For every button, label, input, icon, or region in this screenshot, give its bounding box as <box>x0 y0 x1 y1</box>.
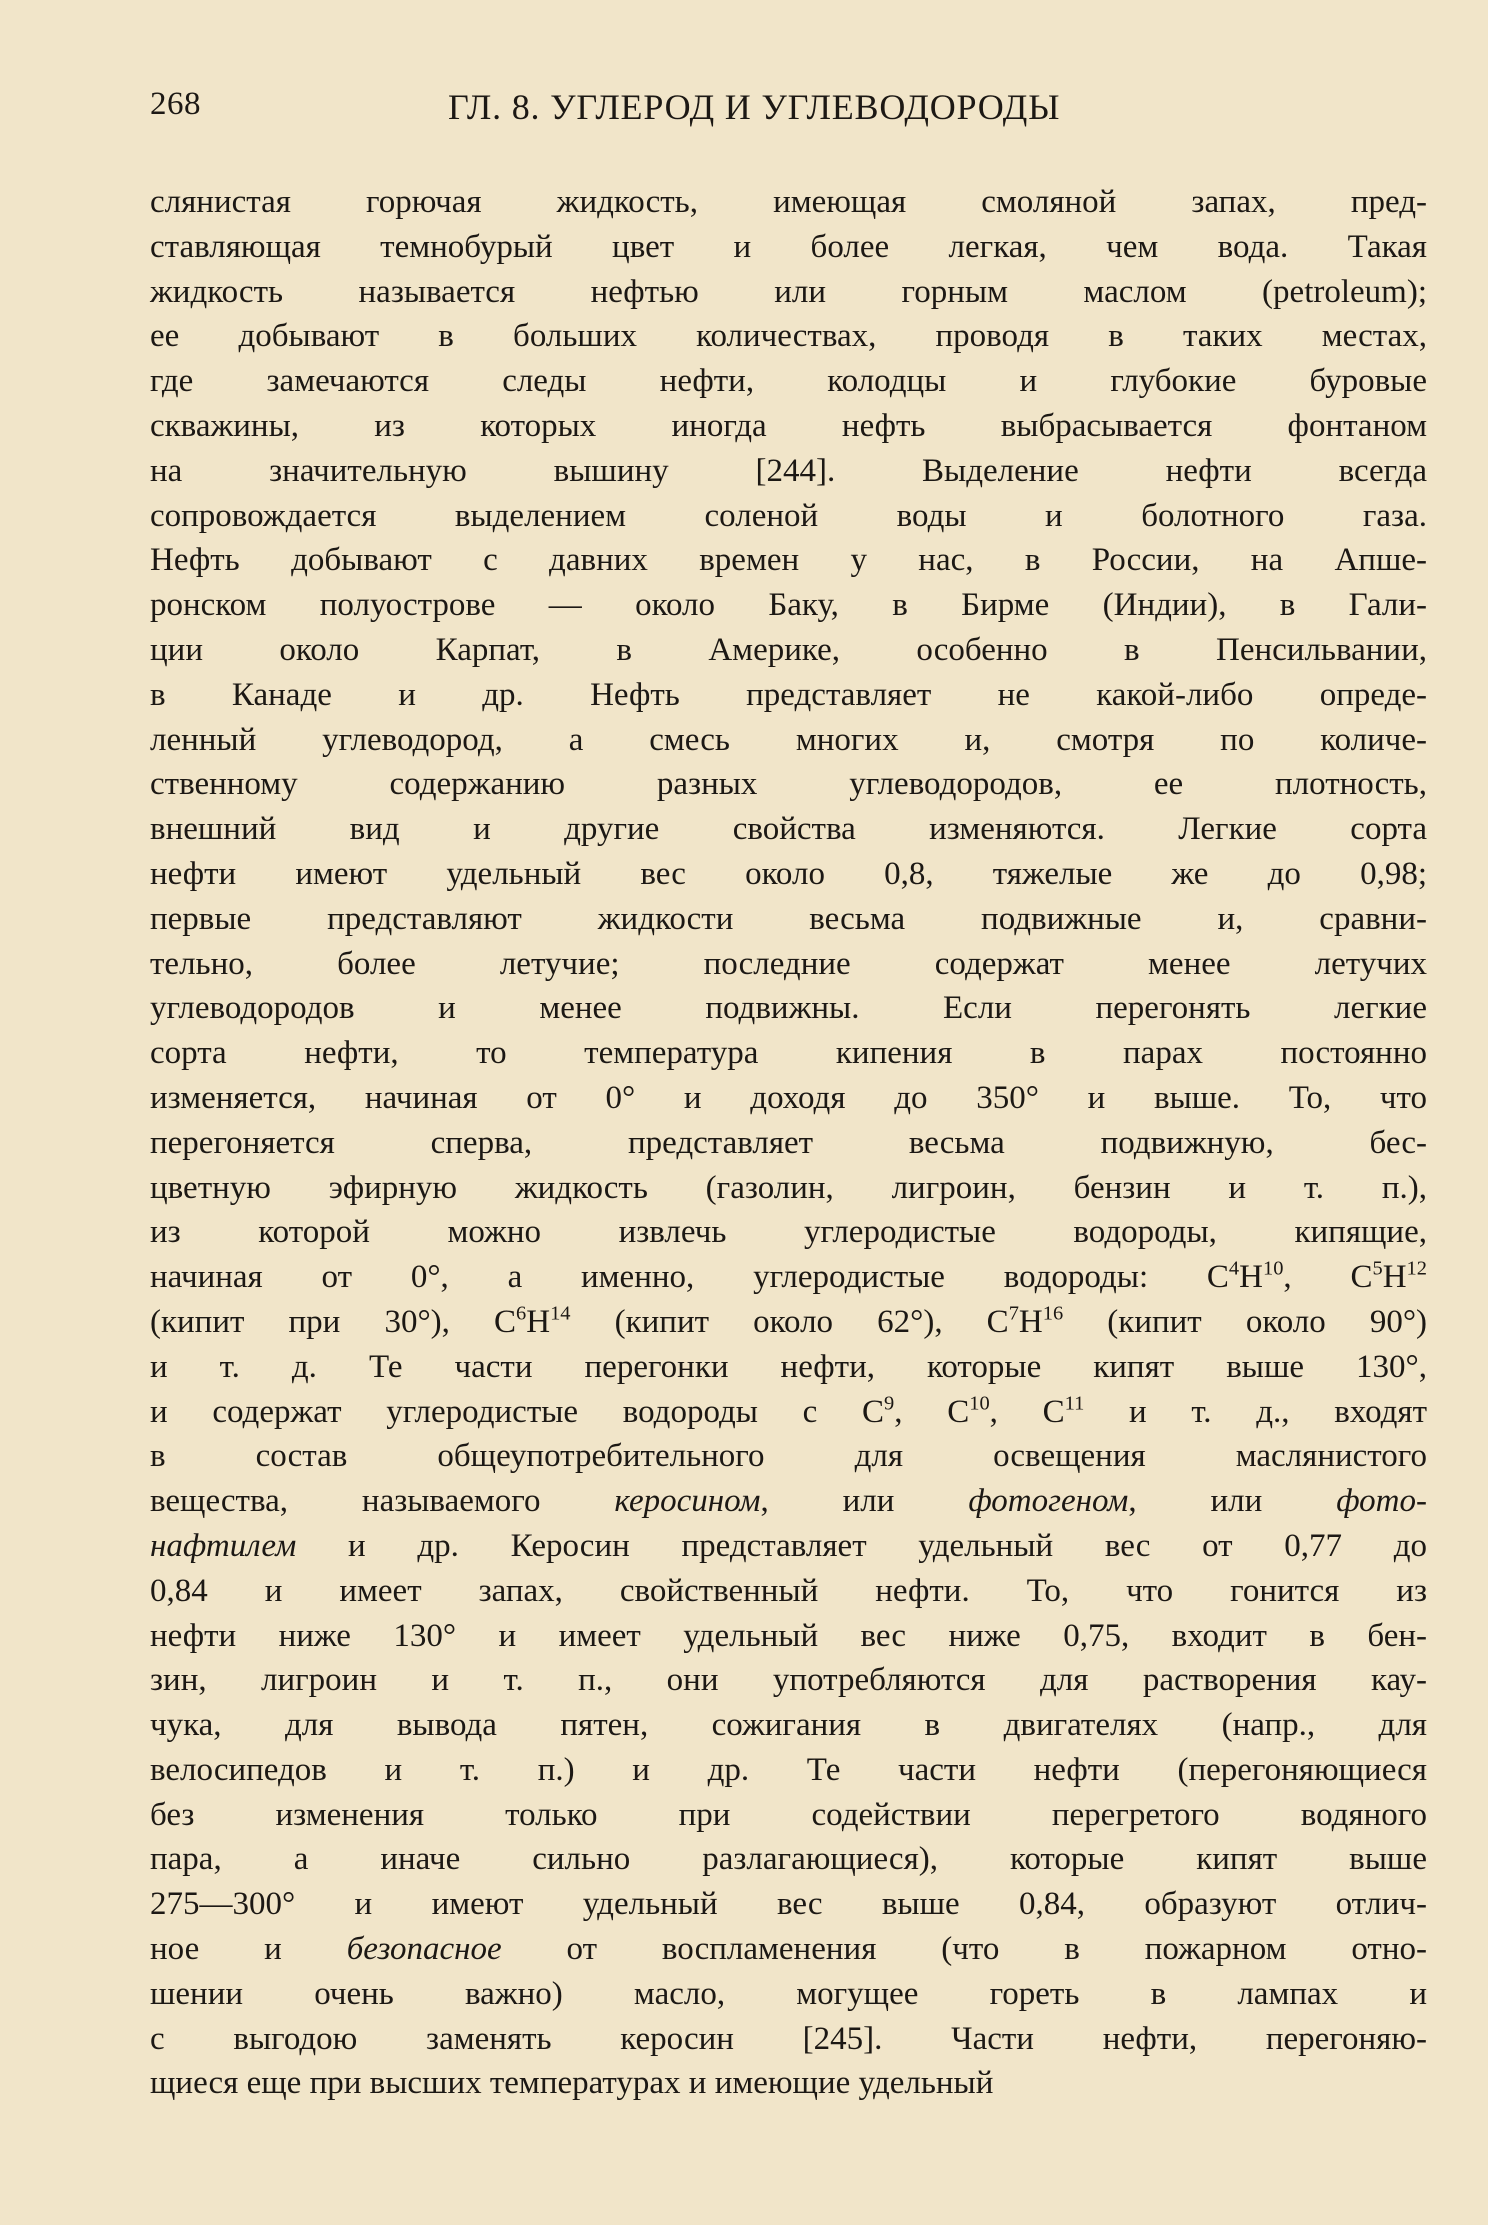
superscript: 5 <box>1372 1257 1383 1280</box>
text-line <box>150 1882 1427 1927</box>
text-line <box>150 1569 1427 1614</box>
superscript: 14 <box>550 1302 571 1325</box>
text-run: и т. д. Те части перегонки нефти, которые кипят выше 130°, <box>150 1348 1427 1385</box>
text-run: перегоняется сперва, представляет весьма подвижную, бес- <box>150 1124 1427 1161</box>
text-run: шении очень важно) масло, могущее гореть в лампах и <box>150 1975 1427 2012</box>
text-run: нефти ниже 130° и имеет удельный вес ниже 0,75, входит в бен- <box>150 1617 1427 1654</box>
text-run: скважины, из которых иногда нефть выбрасывается фонтаном <box>150 407 1427 444</box>
text-run: чука, для вывода пятен, сожигания в двигателях (напр., для <box>150 1707 1427 1744</box>
text-run: начиная от 0°, а именно, углеродистые водороды: C <box>150 1259 1229 1296</box>
text-line <box>150 1031 1427 1076</box>
text-run: (кипит около 90°) <box>1063 1303 1428 1340</box>
text-line <box>150 1927 1427 1972</box>
superscript: 10 <box>969 1391 990 1414</box>
text-run: зин, лигроин и т. п., они употребляются для растворения кау- <box>150 1662 1427 1699</box>
text-line <box>150 1479 1427 1524</box>
italic-term: фото- <box>1336 1483 1428 1520</box>
text-line <box>150 2017 1427 2062</box>
text-run: H <box>1382 1259 1407 1296</box>
text-line <box>150 807 1427 852</box>
text-run: в Канаде и др. Нефть представляет не какой-либо опреде- <box>150 676 1427 713</box>
text-line <box>150 1121 1427 1166</box>
text-run: и др. Керосин представляет удельный вес от 0,77 до <box>296 1527 1427 1564</box>
text-line <box>150 1614 1427 1659</box>
text-line <box>150 225 1427 270</box>
text-run: ее добывают в больших количествах, проводя в таких местах, <box>150 318 1427 355</box>
text-run: H <box>1018 1303 1043 1340</box>
text-line <box>150 583 1427 628</box>
text-run: H <box>1239 1259 1263 1296</box>
text-run: ленный углеводород, а смесь многих и, смотря по количе- <box>150 721 1427 758</box>
text-line <box>150 897 1427 942</box>
text-line <box>150 852 1427 897</box>
text-line <box>150 359 1427 404</box>
text-run: ставляющая темнобурый цвет и более легкая, чем вода. Такая <box>150 228 1427 265</box>
text-run: на значительную вышину [244]. Выделение нефти всегда <box>150 452 1427 489</box>
text-line <box>150 1255 1427 1300</box>
text-run: ственному содержанию разных углеводородов, ее плотность, <box>150 766 1427 803</box>
text-run: 275—300° и имеют удельный вес выше 0,84, образуют отлич- <box>150 1886 1427 1923</box>
text-run: H <box>526 1303 551 1340</box>
text-run: велосипедов и т. п.) и др. Те части нефти (перегоняющиеся <box>150 1751 1427 1788</box>
page-number: 268 <box>150 86 201 122</box>
text-run: от воспламенения (что в пожарном отно- <box>501 1931 1427 1968</box>
text-line <box>150 404 1427 449</box>
text-line <box>150 986 1427 1031</box>
text-line <box>150 1703 1427 1748</box>
text-line <box>150 1748 1427 1793</box>
text-run: 0,84 и имеет запах, свойственный нефти. То, что гонится из <box>150 1572 1427 1609</box>
text-line <box>150 1793 1427 1838</box>
superscript: 10 <box>1262 1257 1284 1280</box>
text-run: жидкость называется нефтью или горным маслом (petroleum); <box>150 273 1427 310</box>
text-line <box>150 538 1427 583</box>
text-line <box>150 1434 1427 1479</box>
text-run: сорта нефти, то температура кипения в парах постоянно <box>150 1035 1427 1072</box>
text-line <box>150 1524 1427 1569</box>
text-line <box>150 1390 1427 1435</box>
superscript: 12 <box>1406 1257 1427 1280</box>
superscript: 9 <box>884 1391 895 1414</box>
text-line <box>150 762 1427 807</box>
text-run: (кипит около 62°), C <box>570 1303 1009 1340</box>
text-run: изменяется, начиная от 0° и доходя до 350° и выше. То, что <box>150 1079 1427 1116</box>
text-run: с выгодою заменять керосин [245]. Части нефти, перегоняю- <box>150 2020 1427 2057</box>
text-line <box>150 1837 1427 1882</box>
text-line <box>150 1345 1427 1390</box>
text-run: ронском полуострове — около Баку, в Бирме (Индии), в Гали- <box>150 587 1427 624</box>
text-run: ции около Карпат, в Америке, особенно в Пенсильвании, <box>150 631 1427 668</box>
italic-term: нафтилем <box>150 1527 297 1564</box>
text-line <box>150 1076 1427 1121</box>
text-run: пара, а иначе сильно разлагающиеся), которые кипят выше <box>150 1841 1427 1878</box>
text-run: внешний вид и другие свойства изменяются. Легкие сорта <box>150 811 1427 848</box>
text-run: сопровождается выделением соленой воды и болотного газа. <box>150 497 1427 534</box>
superscript: 16 <box>1042 1302 1064 1325</box>
text-run: цветную эфирную жидкость (газолин, лигроин, бензин и т. п.), <box>150 1169 1427 1206</box>
text-run: щиеся еще при высших температурах и имеющие удельный <box>150 2065 994 2102</box>
text-line <box>150 628 1427 673</box>
text-run: без изменения только при содействии перегретого водяного <box>150 1796 1427 1833</box>
italic-term: безопасное <box>346 1931 502 1968</box>
text-run: вещества, называемого <box>150 1483 615 1520</box>
text-line <box>150 942 1427 987</box>
text-run: из которой можно извлечь углеродистые водороды, кипящие, <box>150 1214 1427 1251</box>
text-line <box>150 494 1427 539</box>
text-run: в состав общеупотребительного для освещения маслянистого <box>150 1438 1427 1475</box>
body-text <box>150 180 1427 2106</box>
text-line <box>150 2061 1427 2106</box>
text-run: слянистая горючая жидкость, имеющая смоляной запах, пред- <box>150 184 1427 220</box>
text-run: нефти имеют удельный вес около 0,8, тяжелые же до 0,98; <box>150 855 1427 892</box>
text-run: углеводородов и менее подвижны. Если перегонять легкие <box>150 990 1427 1027</box>
text-run: , C <box>1283 1259 1373 1296</box>
text-line <box>150 180 1427 225</box>
superscript: 6 <box>516 1302 527 1325</box>
text-line <box>150 449 1427 494</box>
text-line <box>150 314 1427 359</box>
text-run: , C <box>989 1393 1065 1430</box>
text-line <box>150 1658 1427 1703</box>
text-run: тельно, более летучие; последние содержат менее летучих <box>150 945 1427 982</box>
text-run: первые представляют жидкости весьма подвижные и, сравни- <box>150 900 1427 937</box>
text-line <box>150 1972 1427 2017</box>
text-run: и содержат углеродистые водороды с C <box>150 1393 885 1430</box>
running-head: ГЛ. 8. УГЛЕРОД И УГЛЕВОДОРОДЫ <box>448 87 1061 127</box>
text-line <box>150 270 1427 315</box>
page-header <box>150 86 1430 136</box>
text-line <box>150 1300 1427 1345</box>
text-run: Нефть добывают с давних времен у нас, в России, на Апше- <box>150 542 1427 579</box>
text-line <box>150 1166 1427 1211</box>
text-run: и т. д., входят <box>1084 1393 1428 1430</box>
text-run: ное и <box>150 1931 347 1968</box>
text-run: , или <box>760 1483 969 1520</box>
text-run: где замечаются следы нефти, колодцы и глубокие буровые <box>150 363 1427 400</box>
text-line <box>150 673 1427 718</box>
superscript: 7 <box>1008 1302 1019 1325</box>
text-line <box>150 1210 1427 1255</box>
text-run: , или <box>1128 1483 1337 1520</box>
italic-term: фотогеном <box>968 1483 1129 1520</box>
text-run: , C <box>894 1393 970 1430</box>
italic-term: керосином <box>614 1483 761 1520</box>
text-line <box>150 718 1427 763</box>
superscript: 4 <box>1228 1257 1240 1280</box>
text-run: (кипит при 30°), C <box>150 1303 517 1340</box>
superscript: 11 <box>1064 1391 1085 1414</box>
